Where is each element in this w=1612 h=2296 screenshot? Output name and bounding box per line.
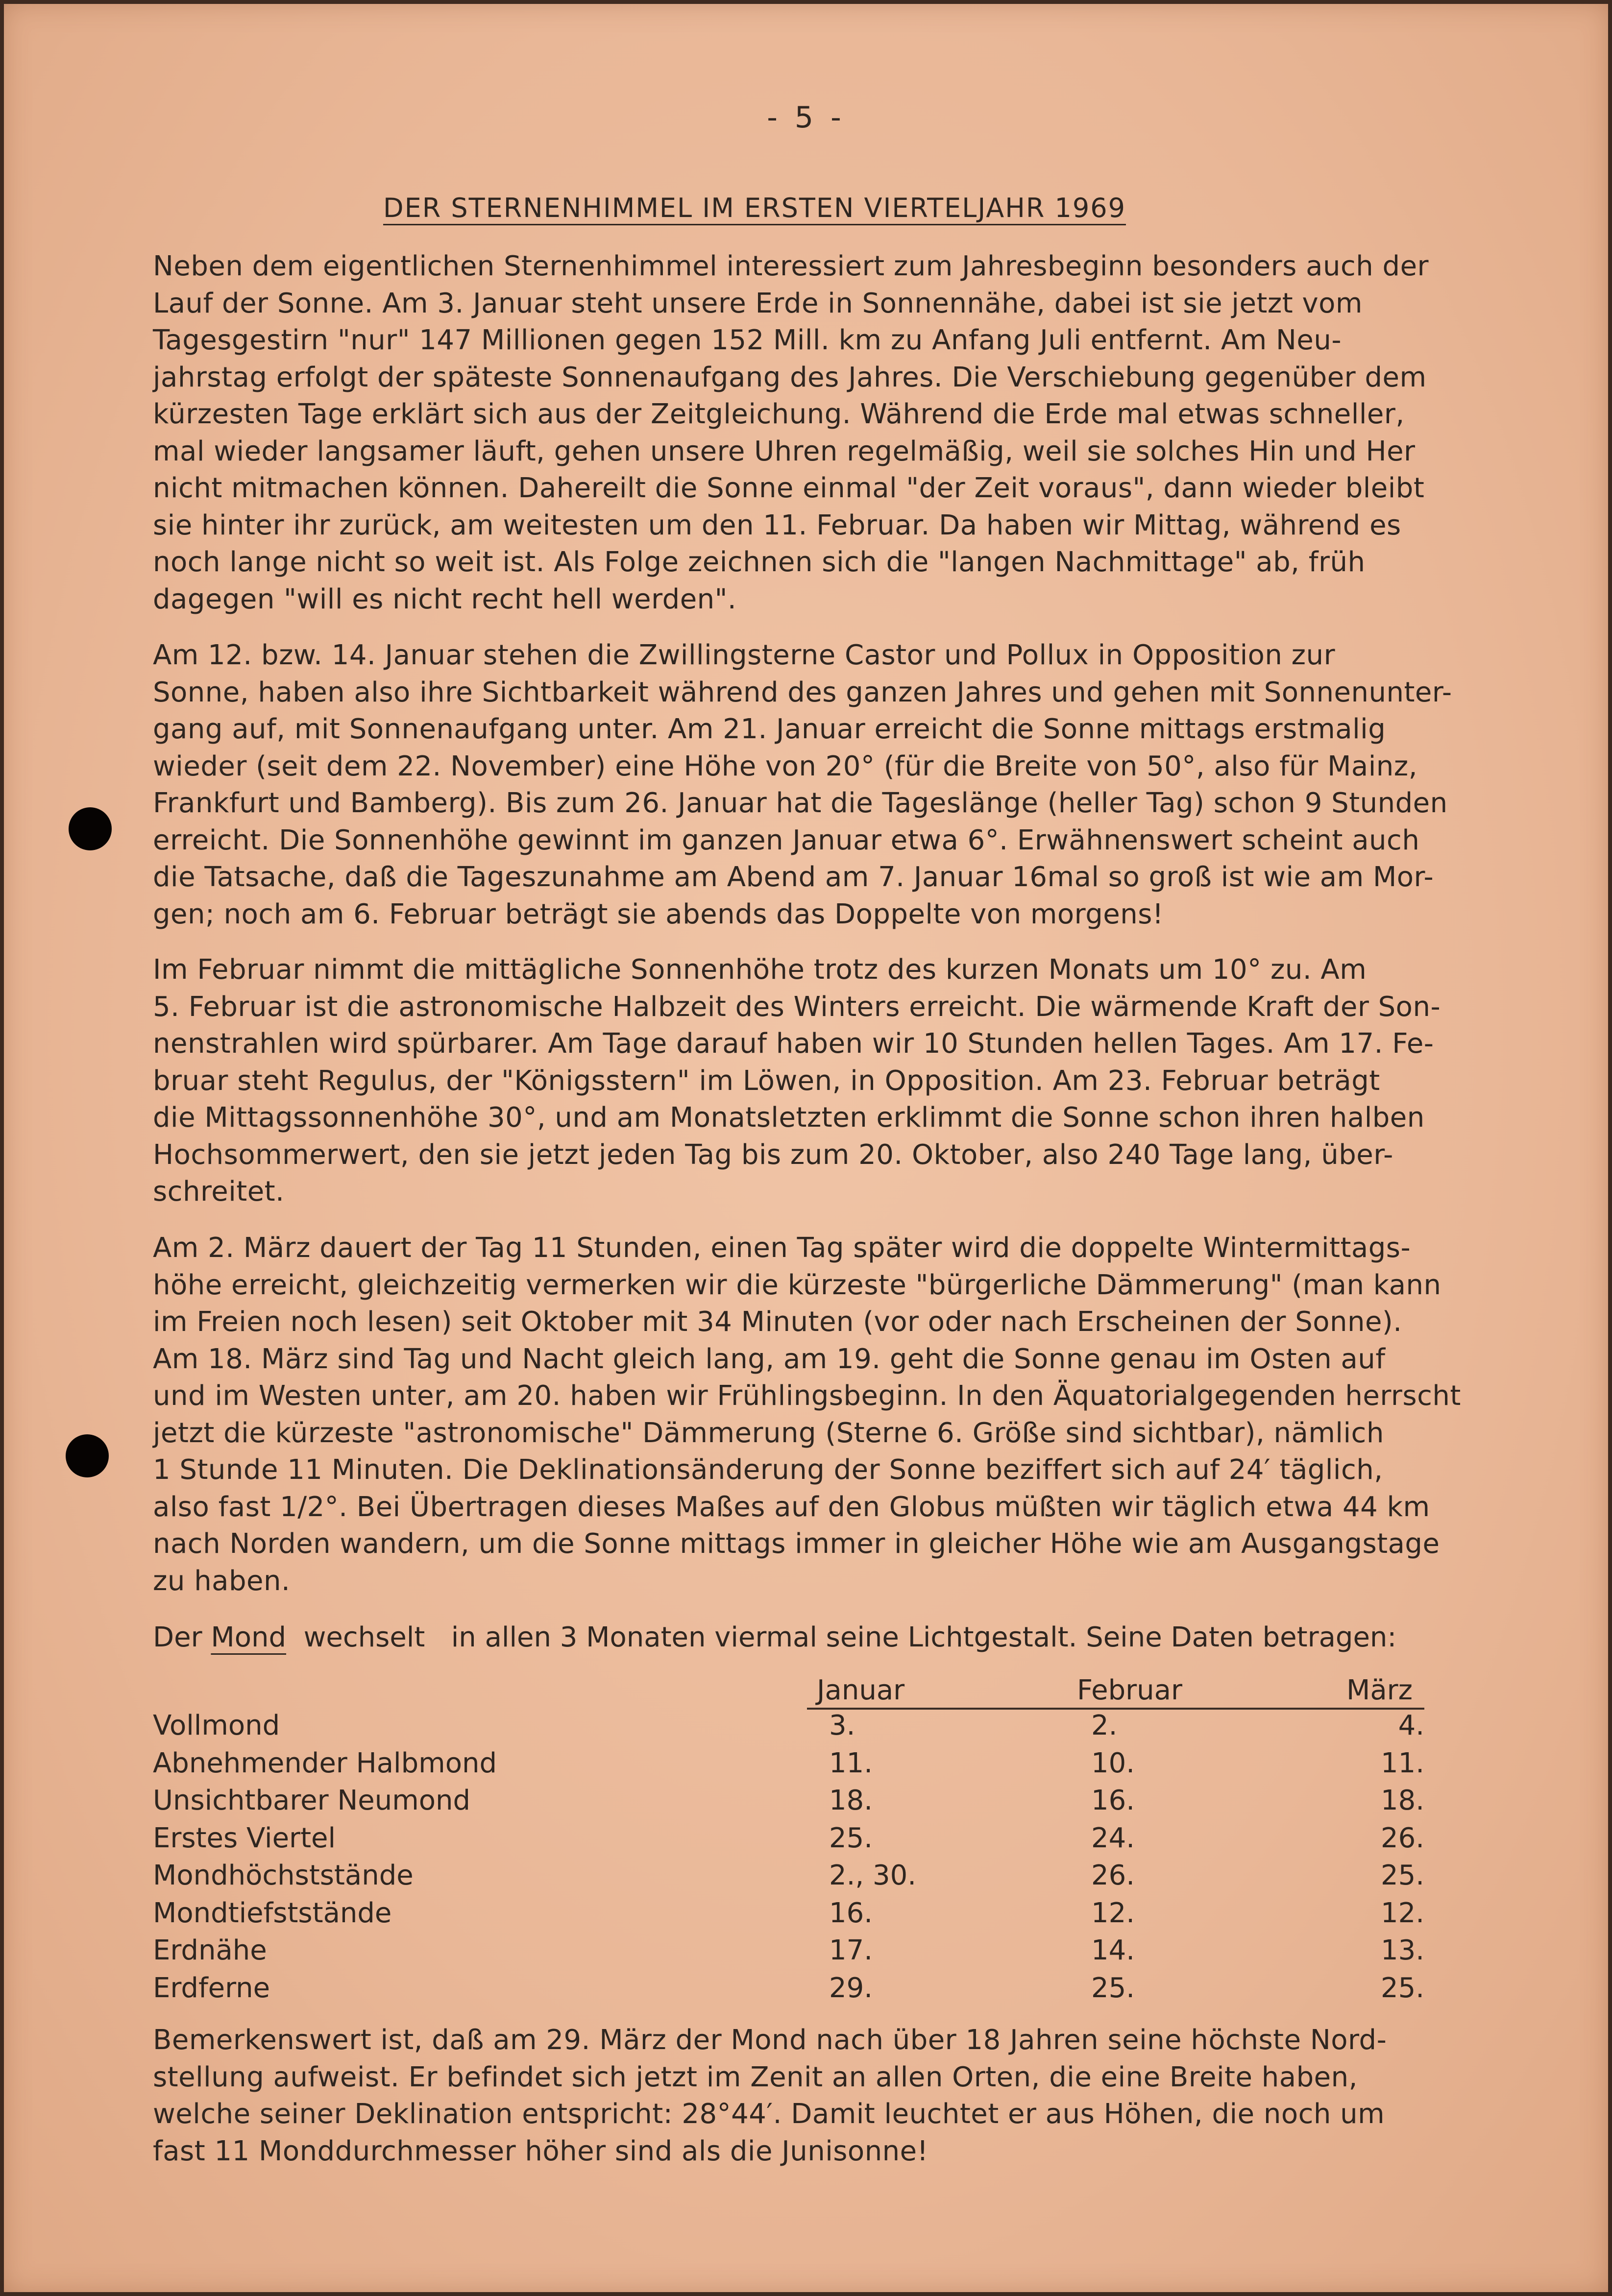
text-line: Am 2. März dauert der Tag 11 Stunden, einen Tag später wird die doppelte Wintermittags- <box>153 1232 1411 1264</box>
text-line: noch lange nicht so weit ist. Als Folge zeichnen sich die "langen Nachmittage" ab, früh <box>153 546 1366 578</box>
row-label: Unsichtbarer Neumond <box>153 1785 471 1816</box>
text-line: 5. Februar ist die astronomische Halbzeit des Winters erreicht. Die wärmende Kraft der Son- <box>153 991 1441 1023</box>
text-line: dagegen "will es nicht recht hell werden". <box>153 583 737 615</box>
cell-maerz: 25. <box>1380 1972 1424 2004</box>
cell-maerz: 4. <box>1398 1710 1424 1741</box>
cell-februar: 24. <box>1091 1822 1135 1854</box>
row-label: Mondhöchststände <box>153 1860 414 1891</box>
cell-januar: 16. <box>829 1897 873 1929</box>
text-line: und im Westen unter, am 20. haben wir Frühlingsbeginn. In den Äquatorialgegenden herrscht <box>153 1380 1461 1412</box>
text-line: Hochsommerwert, den sie jetzt jeden Tag bis zum 20. Oktober, also 240 Tage lang, über- <box>153 1138 1393 1171</box>
cell-maerz: 18. <box>1380 1785 1424 1816</box>
cell-januar: 3. <box>829 1710 855 1741</box>
row-label: Abnehmender Halbmond <box>153 1747 497 1779</box>
moon-intro-suffix: wechselt in allen 3 Monaten viermal seine Lichtgestalt. Seine Daten betragen: <box>286 1621 1397 1653</box>
text-line: kürzesten Tage erklärt sich aus der Zeitgleichung. Während die Erde mal etwas schneller, <box>153 398 1405 430</box>
table-row <box>153 1860 1424 1897</box>
cell-januar: 17. <box>829 1934 873 1966</box>
cell-maerz: 12. <box>1380 1897 1424 1929</box>
page-number: - 5 - <box>767 100 845 135</box>
header-februar: Februar <box>1077 1674 1183 1706</box>
text-line: nenstrahlen wird spürbarer. Am Tage darauf haben wir 10 Stunden hellen Tages. Am 17. Fe- <box>153 1028 1434 1060</box>
text-line: nicht mitmachen können. Dahereilt die Sonne einmal "der Zeit voraus", dann wieder bleibt <box>153 472 1425 504</box>
table-row <box>153 1897 1424 1935</box>
text-line: Sonne, haben also ihre Sichtbarkeit während des ganzen Jahres und gehen mit Sonnenunter- <box>153 676 1452 708</box>
cell-maerz: 13. <box>1380 1934 1424 1966</box>
cell-januar: 11. <box>829 1747 873 1779</box>
paragraph-1 <box>153 248 1429 618</box>
table-row <box>153 1710 1424 1747</box>
text-line: Am 12. bzw. 14. Januar stehen die Zwillingsterne Castor und Pollux in Opposition zur <box>153 639 1336 671</box>
row-label: Erdnähe <box>153 1934 267 1966</box>
text-line: jetzt die kürzeste "astronomische" Dämmerung (Sterne 6. Größe sind sichtbar), nämlich <box>153 1417 1384 1449</box>
moon-intro-prefix: Der <box>153 1621 211 1653</box>
table-row <box>153 1822 1424 1860</box>
table-row <box>153 1785 1424 1822</box>
cell-februar: 10. <box>1091 1747 1135 1779</box>
cell-januar: 18. <box>829 1785 873 1816</box>
text-line: 1 Stunde 11 Minuten. Die Deklinationsänderung der Sonne beziffert sich auf 24′ täglich, <box>153 1454 1383 1486</box>
header-januar: Januar <box>817 1674 905 1706</box>
text-line: Bemerkenswert ist, daß am 29. März der Mond nach über 18 Jahren seine höchste Nord- <box>153 2024 1387 2056</box>
text-line: welche seiner Deklination entspricht: 28°44′. Damit leuchtet er aus Höhen, die noch um <box>153 2098 1385 2130</box>
text-line: zu haben. <box>153 1565 291 1597</box>
header-maerz: März <box>1346 1674 1413 1706</box>
table-row <box>153 1972 1424 2010</box>
cell-januar: 29. <box>829 1972 873 2004</box>
cell-maerz: 11. <box>1380 1747 1424 1779</box>
text-line: nach Norden wandern, um die Sonne mittags immer in gleicher Höhe wie am Ausgangstage <box>153 1528 1440 1560</box>
text-line: gen; noch am 6. Februar beträgt sie abends das Doppelte von morgens! <box>153 898 1164 930</box>
row-label: Erstes Viertel <box>153 1822 336 1854</box>
punch-hole-lower <box>66 1434 109 1477</box>
cell-maerz: 25. <box>1380 1860 1424 1891</box>
cell-februar: 25. <box>1091 1972 1135 2004</box>
text-line: Neben dem eigentlichen Sternenhimmel interessiert zum Jahresbeginn besonders auch der <box>153 250 1429 282</box>
text-line: erreicht. Die Sonnenhöhe gewinnt im ganzen Januar etwa 6°. Erwähnenswert scheint auch <box>153 824 1420 856</box>
text-line: fast 11 Monddurchmesser höher sind als die Junisonne! <box>153 2135 928 2167</box>
cell-februar: 26. <box>1091 1860 1135 1891</box>
moon-intro-word: Mond <box>211 1621 287 1653</box>
text-line: schreitet. <box>153 1176 285 1208</box>
text-line: Am 18. März sind Tag und Nacht gleich lang, am 19. geht die Sonne genau im Osten auf <box>153 1343 1386 1375</box>
text-line: Im Februar nimmt die mittägliche Sonnenhöhe trotz des kurzen Monats um 10° zu. Am <box>153 954 1367 986</box>
table-row <box>153 1934 1424 1972</box>
cell-februar: 12. <box>1091 1897 1135 1929</box>
cell-februar: 16. <box>1091 1785 1135 1816</box>
text-line: gang auf, mit Sonnenaufgang unter. Am 21. Januar erreicht die Sonne mittags erstmalig <box>153 713 1386 745</box>
paragraph-5 <box>153 2022 1424 2170</box>
text-line: Tagesgestirn "nur" 147 Millionen gegen 152 Mill. km zu Anfang Juli entfernt. Am Neu- <box>153 324 1342 356</box>
text-line: im Freien noch lesen) seit Oktober mit 34 Minuten (vor oder nach Erscheinen der Sonne). <box>153 1306 1402 1338</box>
paragraph-4 <box>153 1230 1461 1599</box>
table-row <box>153 1747 1424 1785</box>
text-line: Lauf der Sonne. Am 3. Januar steht unsere Erde in Sonnennähe, dabei ist sie jetzt vom <box>153 287 1363 319</box>
text-line: mal wieder langsamer läuft, gehen unsere Uhren regelmäßig, weil sie solches Hin und Her <box>153 435 1416 467</box>
cell-februar: 2. <box>1091 1710 1118 1741</box>
text-line: also fast 1/2°. Bei Übertragen dieses Maßes auf den Globus müßten wir täglich etwa 44 km <box>153 1491 1430 1523</box>
text-line: sie hinter ihr zurück, am weitesten um den 11. Februar. Da haben wir Mittag, während es <box>153 509 1401 541</box>
moon-intro <box>153 1621 1427 1653</box>
text-line: bruar steht Regulus, der "Königsstern" im Löwen, in Opposition. Am 23. Februar beträgt <box>153 1064 1380 1097</box>
page-title: DER STERNENHIMMEL IM ERSTEN VIERTELJAHR 1969 <box>383 193 1126 223</box>
paragraph-2 <box>153 637 1452 933</box>
text-line: höhe erreicht, gleichzeitig vermerken wir die kürzeste "bürgerliche Dämmerung" (man kann <box>153 1269 1441 1301</box>
text-line: die Mittagssonnenhöhe 30°, und am Monatsletzten erklimmt die Sonne schon ihren halben <box>153 1102 1425 1134</box>
moon-table-header <box>153 1674 1424 1710</box>
cell-maerz: 26. <box>1380 1822 1424 1854</box>
text-line: Frankfurt und Bamberg). Bis zum 26. Januar hat die Tageslänge (heller Tag) schon 9 Stunden <box>153 787 1448 819</box>
cell-februar: 14. <box>1091 1934 1135 1966</box>
text-line: die Tatsache, daß die Tageszunahme am Abend am 7. Januar 16mal so groß ist wie am Mor- <box>153 861 1434 893</box>
row-label: Vollmond <box>153 1710 280 1741</box>
cell-januar: 2., 30. <box>829 1860 917 1891</box>
moon-table <box>153 1674 1424 2009</box>
text-line: stellung aufweist. Er befindet sich jetzt im Zenit an allen Orten, die eine Breite haben, <box>153 2061 1358 2093</box>
text-line: jahrstag erfolgt der späteste Sonnenaufgang des Jahres. Die Verschiebung gegenüber dem <box>153 361 1427 393</box>
paragraph-3 <box>153 951 1441 1210</box>
moon-table-body <box>153 1710 1424 2009</box>
punch-hole-upper <box>69 807 112 850</box>
row-label: Erdferne <box>153 1972 270 2004</box>
row-label: Mondtiefststände <box>153 1897 392 1929</box>
text-line: wieder (seit dem 22. November) eine Höhe von 20° (für die Breite von 50°, also für Mainz, <box>153 750 1417 782</box>
cell-januar: 25. <box>829 1822 873 1854</box>
